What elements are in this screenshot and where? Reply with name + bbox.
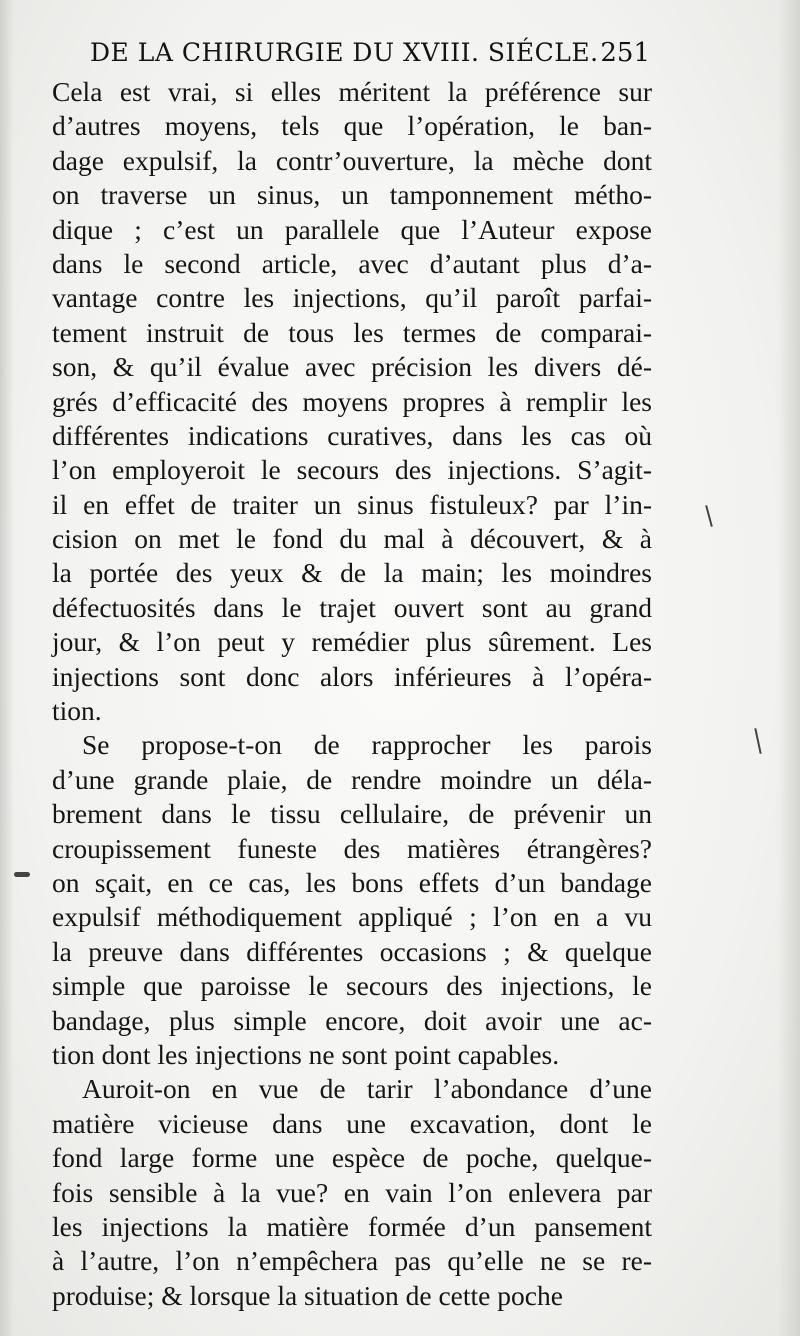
text-line: Auroit-on en vue de tarir l’abondance d’une <box>82 1073 652 1105</box>
page-right-edge-shadow <box>778 0 800 1336</box>
text-line: simple que paroisse le secours des injections, le <box>52 970 652 1002</box>
text-line: défectuosités dans le trajet ouvert sont au grand <box>52 591 652 623</box>
text-line: injections sont donc alors inférieures à l’opéra- <box>52 660 652 692</box>
paragraph <box>52 1072 652 1313</box>
text-line: les injections la matière formée d’un pansement <box>52 1210 652 1242</box>
paragraph <box>52 728 652 1072</box>
text-line: croupissement funeste des matières étrangères? <box>52 832 652 864</box>
text-line: brement dans le tissu cellulaire, de prévenir un <box>52 798 652 830</box>
text-line: différentes indications curatives, dans les cas où <box>52 419 652 451</box>
margin-mark-right <box>705 505 713 527</box>
text-line: fois sensible à la vue? en vain l’on enlevera par <box>52 1176 652 1208</box>
text-line: la portée des yeux & de la main; les moindres <box>52 557 652 589</box>
text-line: produise; & lorsque la situation de cette poche <box>52 1279 563 1311</box>
body-text <box>52 75 652 1313</box>
text-line: jour, & l’on peut y remédier plus sûrement. Les <box>52 626 652 658</box>
text-line: la preuve dans différentes occasions ; & quelque <box>52 935 652 967</box>
text-line: expulsif méthodiquement appliqué ; l’on en a vu <box>52 901 652 933</box>
page-number: 251 <box>600 38 650 68</box>
text-line: dique ; c’est un parallele que l’Auteur expose <box>52 213 652 245</box>
text-line: Se propose-t-on de rapprocher les parois <box>82 729 652 761</box>
text-line: à l’autre, l’on n’empêchera pas qu’elle ne se re- <box>52 1245 652 1277</box>
text-line: cision on met le fond du mal à découvert, & à <box>52 523 652 555</box>
text-line: dage expulsif, la contr’ouverture, la mèche dont <box>52 144 652 176</box>
text-line: Cela est vrai, si elles méritent la préférence sur <box>52 76 652 107</box>
text-line: grés d’efficacité des moyens propres à remplir les <box>52 385 652 417</box>
text-line: d’autres moyens, tels que l’opération, le ban- <box>52 110 652 142</box>
text-line: vantage contre les injections, qu’il paroît parfai- <box>52 282 652 314</box>
running-head: DE LA CHIRURGIE DU XVIII. SIÉCLE. <box>90 38 599 67</box>
text-line: l’on employeroit le secours des injections. S’agit- <box>52 454 652 486</box>
text-line: d’une grande plaie, de rendre moindre un déla- <box>52 763 652 795</box>
page-header <box>90 34 650 74</box>
text-line: son, & qu’il évalue avec précision les divers dé- <box>52 351 652 383</box>
text-line: dans le second article, avec d’autant plus d’a- <box>52 247 652 279</box>
text-line: tion dont les injections ne sont point capables. <box>52 1038 560 1070</box>
margin-mark-right-2 <box>754 728 761 754</box>
text-line: tion. <box>52 695 102 727</box>
text-line: matière vicieuse dans une excavation, dont le <box>52 1107 652 1139</box>
text-line: tement instruit de tous les termes de comparai- <box>52 316 652 348</box>
text-line: bandage, plus simple encore, doit avoir une ac- <box>52 1004 652 1036</box>
paragraph <box>52 75 652 728</box>
text-line: on traverse un sinus, un tamponnement métho- <box>52 179 652 211</box>
text-line: on sçait, en ce cas, les bons effets d’un bandage <box>52 866 652 898</box>
text-line: fond large forme une espèce de poche, quelque- <box>52 1142 652 1174</box>
text-line: il en effet de traiter un sinus fistuleux? par l’in- <box>52 488 652 520</box>
page-left-edge-shadow <box>0 0 14 1336</box>
margin-mark-left <box>14 872 30 877</box>
